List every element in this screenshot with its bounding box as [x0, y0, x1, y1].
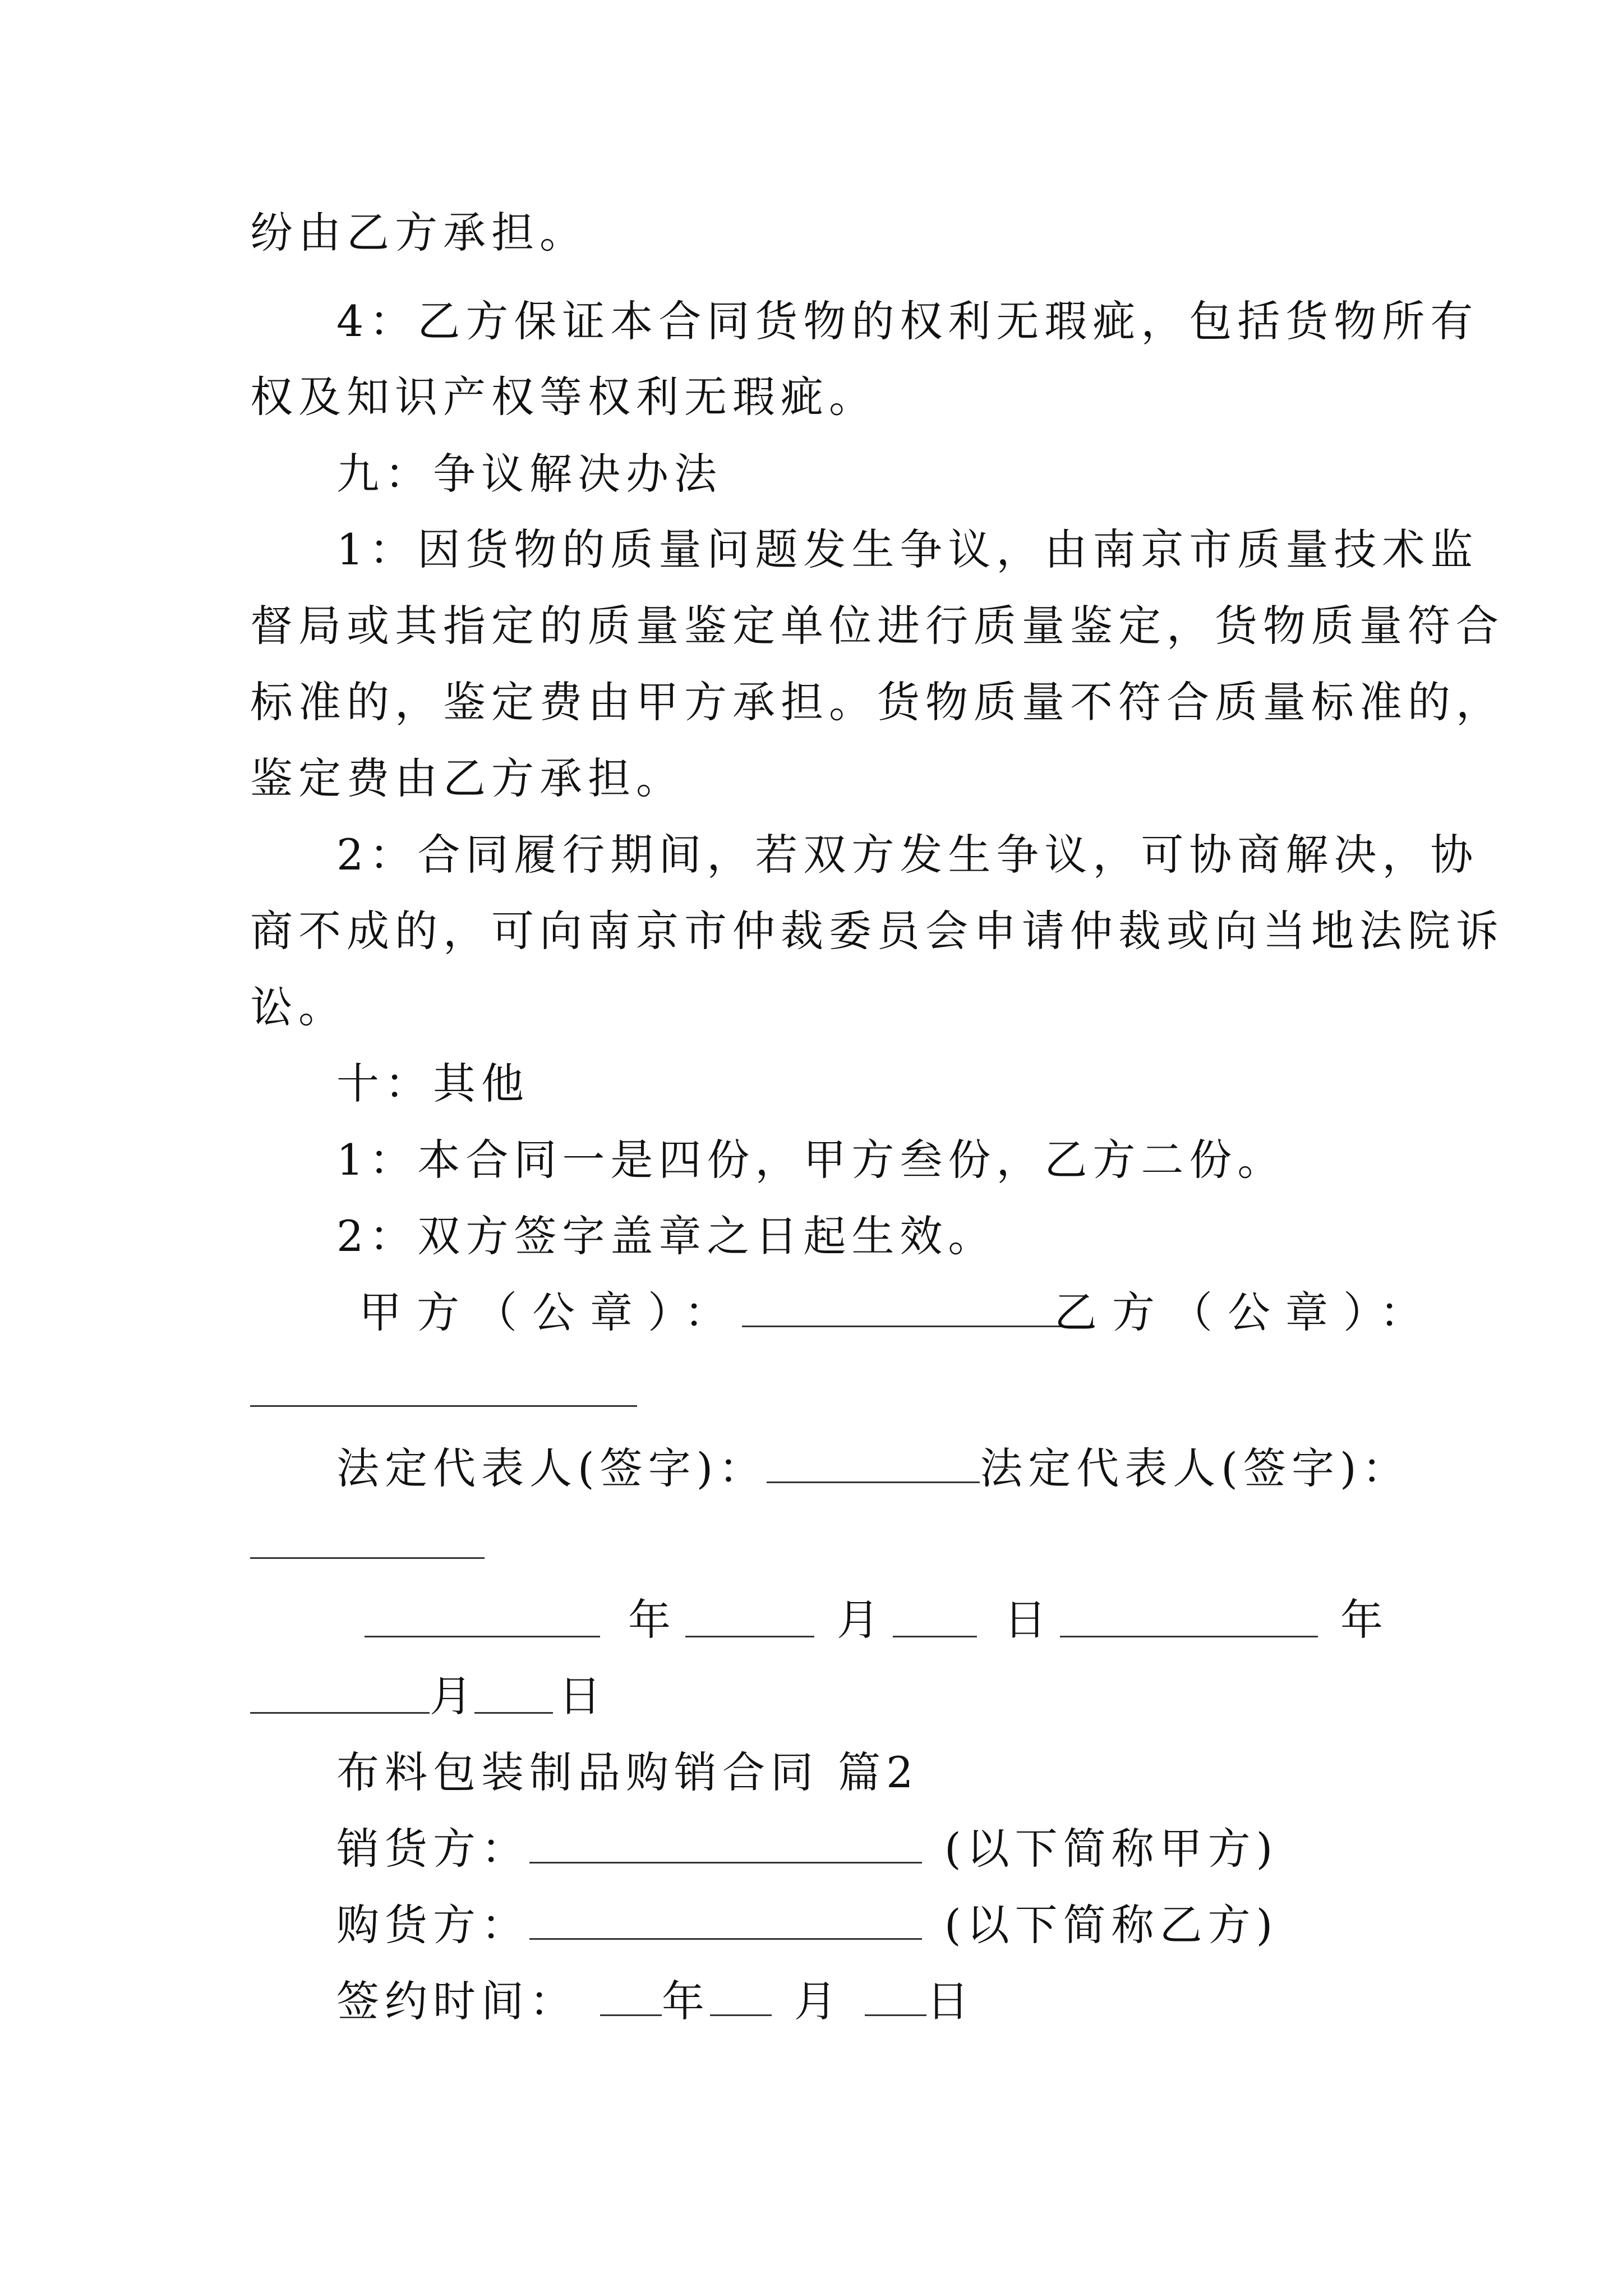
seller-blank: [529, 1823, 922, 1864]
buyer-blank: [529, 1899, 922, 1940]
sign-day-label: 日: [926, 1976, 975, 2026]
seller-row: [336, 1821, 1278, 1877]
party-b-seal-row: [1054, 1285, 1437, 1341]
rep-a-label: 法定代表人(签字)：: [336, 1443, 767, 1493]
sign-date-label: 签约时间：: [336, 1976, 578, 2026]
body-line-10: 商不成的，可向南京市仲裁委员会申请仲裁或向当地法院诉: [250, 906, 1504, 956]
body-line-3: 权及知识产权等权利无瑕疵。: [250, 372, 877, 422]
seller-note: (以下简称甲方): [944, 1824, 1279, 1874]
sign-month-label: 月: [794, 1976, 842, 2026]
rep-a-row: [336, 1441, 1410, 1497]
date-a-day-label: 日: [1004, 1595, 1052, 1645]
body-line-7: 标准的，鉴定费由甲方承担。货物质量不符合质量标准的，: [250, 677, 1504, 727]
party-a-seal-blank: [742, 1286, 1090, 1327]
sign-year-blank: [600, 1975, 662, 2016]
date-b-day-label: 日: [559, 1671, 607, 1721]
date-b-year-blank: [1060, 1636, 1318, 1637]
date-a-year-blank: [365, 1636, 600, 1637]
body-line-14: 2：双方签字盖章之日起生效。: [336, 1211, 997, 1261]
sign-month-blank: [710, 1975, 772, 2016]
date-a-month-blank: [685, 1636, 814, 1637]
rep-b-blank: [250, 1557, 485, 1559]
party-a-seal-row: [359, 1285, 1090, 1341]
date-b-day-blank: [474, 1712, 553, 1714]
date-b-month-label: 月: [430, 1671, 478, 1721]
buyer-row: [336, 1897, 1278, 1953]
seller-label: 销货方：: [336, 1824, 529, 1874]
section-heading-10: 十：其他: [336, 1059, 529, 1108]
section-heading-9: 九：争议解决办法: [336, 449, 722, 499]
rep-b-label: 法定代表人(签字)：: [980, 1443, 1410, 1493]
section2-title: 布料包装制品购销合同 篇2: [336, 1747, 919, 1797]
date-b-month-blank: [250, 1712, 430, 1714]
body-line-11: 讼。: [250, 982, 347, 1032]
party-b-seal-label: 乙方（公章）：: [1054, 1287, 1437, 1337]
date-a-day-blank: [893, 1636, 977, 1637]
body-line-2: 4：乙方保证本合同货物的权利无瑕疵，包括货物所有: [336, 296, 1479, 346]
party-a-seal-label: 甲方（公章）：: [359, 1287, 742, 1337]
sign-year-label: 年: [662, 1976, 710, 2026]
rep-a-blank: [767, 1442, 980, 1483]
body-line-1: 纷由乙方承担。: [250, 208, 588, 257]
party-b-seal-blank: [250, 1405, 637, 1407]
body-line-13: 1：本合同一是四份，甲方叁份，乙方二份。: [336, 1135, 1286, 1185]
date-b-year-label: 年: [1340, 1595, 1389, 1645]
date-a-year-label: 年: [628, 1595, 676, 1645]
body-line-9: 2：合同履行期间，若双方发生争议，可协商解决，协: [336, 830, 1479, 880]
date-a-month-label: 月: [837, 1595, 885, 1645]
sign-day-blank: [865, 1975, 926, 2016]
buyer-note: (以下简称乙方): [944, 1900, 1279, 1950]
buyer-label: 购货方：: [336, 1900, 529, 1950]
body-line-8: 鉴定费由乙方承担。: [250, 753, 684, 803]
body-line-5: 1：因货物的质量问题发生争议，由南京市质量技术监: [336, 524, 1479, 574]
sign-date-row: [336, 1973, 975, 2030]
body-line-6: 督局或其指定的质量鉴定单位进行质量鉴定，货物质量符合: [250, 601, 1504, 651]
